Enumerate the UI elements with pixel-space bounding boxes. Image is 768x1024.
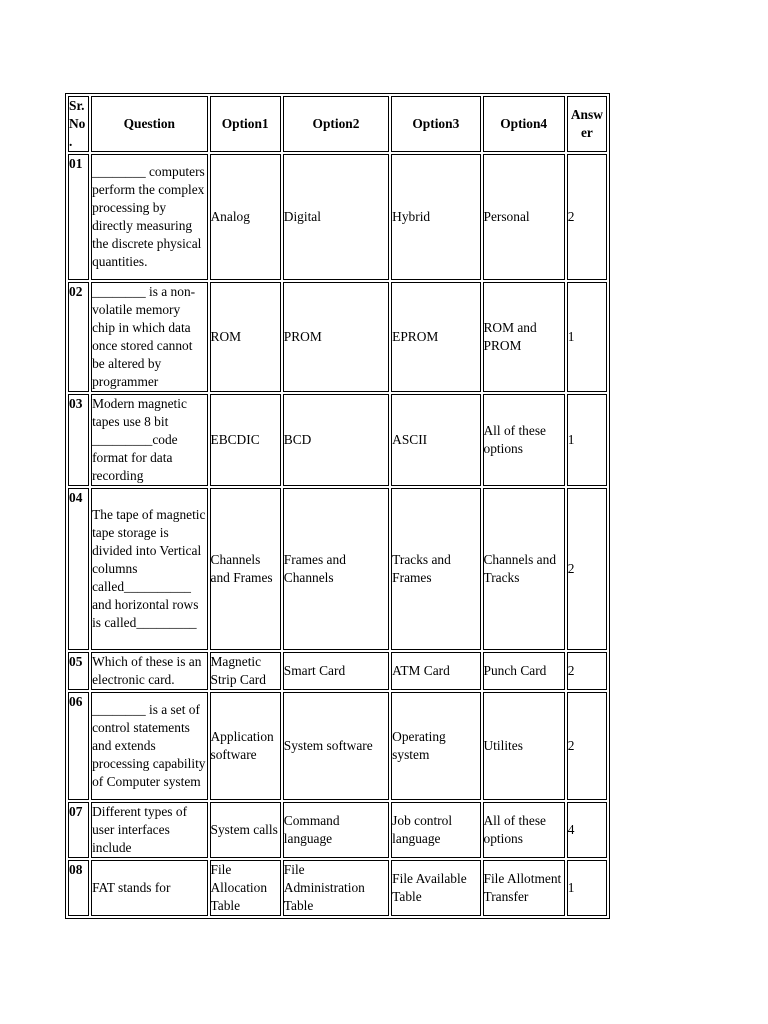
- quiz-table: [65, 93, 610, 919]
- option1-cell: System calls: [210, 802, 281, 858]
- option1-cell: ROM: [210, 282, 281, 392]
- option3-cell: Operating system: [391, 692, 480, 800]
- question-cell: Modern magnetic tapes use 8 bit _________code format for data recording: [91, 394, 207, 486]
- option4-cell: Utilites: [483, 692, 565, 800]
- answer-cell: 1: [567, 394, 607, 486]
- option2-cell: Command language: [283, 802, 389, 858]
- sr-no-cell: 08: [68, 860, 89, 916]
- option3-cell: Job control language: [391, 802, 480, 858]
- answer-cell: 1: [567, 860, 607, 916]
- header-option1: Option1: [210, 96, 281, 152]
- table-row: [68, 488, 607, 650]
- option4-cell: Channels and Tracks: [483, 488, 565, 650]
- answer-cell: 1: [567, 282, 607, 392]
- option2-cell: File Administration Table: [283, 860, 389, 916]
- option2-cell: BCD: [283, 394, 389, 486]
- question-cell: Different types of user interfaces include: [91, 802, 207, 858]
- question-cell: Which of these is an electronic card.: [91, 652, 207, 690]
- option1-cell: Channels and Frames: [210, 488, 281, 650]
- option1-cell: Magnetic Strip Card: [210, 652, 281, 690]
- answer-cell: 2: [567, 692, 607, 800]
- header-option4: Option4: [483, 96, 565, 152]
- option4-cell: ROM and PROM: [483, 282, 565, 392]
- sr-no-cell: 04: [68, 488, 89, 650]
- sr-no-cell: 05: [68, 652, 89, 690]
- table-row: [68, 652, 607, 690]
- option2-cell: Smart Card: [283, 652, 389, 690]
- table-row: [68, 692, 607, 800]
- header-sr-no: Sr. No .: [68, 96, 89, 152]
- option3-cell: ATM Card: [391, 652, 480, 690]
- option3-cell: File Available Table: [391, 860, 480, 916]
- sr-no-cell: 06: [68, 692, 89, 800]
- table-row: [68, 394, 607, 486]
- header-question: Question: [91, 96, 207, 152]
- header-answer: Answ er: [567, 96, 607, 152]
- option1-cell: Application software: [210, 692, 281, 800]
- option3-cell: Hybrid: [391, 154, 480, 280]
- option2-cell: Frames and Channels: [283, 488, 389, 650]
- sr-no-cell: 03: [68, 394, 89, 486]
- option3-cell: EPROM: [391, 282, 480, 392]
- option2-cell: PROM: [283, 282, 389, 392]
- option1-cell: EBCDIC: [210, 394, 281, 486]
- answer-cell: 2: [567, 488, 607, 650]
- answer-cell: 4: [567, 802, 607, 858]
- option4-cell: All of these options: [483, 802, 565, 858]
- sr-no-cell: 01: [68, 154, 89, 280]
- answer-cell: 2: [567, 652, 607, 690]
- option4-cell: All of these options: [483, 394, 565, 486]
- table-row: [68, 154, 607, 280]
- table-row: [68, 802, 607, 858]
- header-option3: Option3: [391, 96, 480, 152]
- option4-cell: Personal: [483, 154, 565, 280]
- option4-cell: Punch Card: [483, 652, 565, 690]
- header-row: [68, 96, 607, 152]
- option2-cell: System software: [283, 692, 389, 800]
- option1-cell: Analog: [210, 154, 281, 280]
- question-cell: FAT stands for: [91, 860, 207, 916]
- table-row: [68, 282, 607, 392]
- question-cell: ________ is a non-volatile memory chip in which data once stored cannot be altered by programmer: [91, 282, 207, 392]
- option4-cell: File Allotment Transfer: [483, 860, 565, 916]
- option3-cell: ASCII: [391, 394, 480, 486]
- sr-no-cell: 02: [68, 282, 89, 392]
- answer-cell: 2: [567, 154, 607, 280]
- option3-cell: Tracks and Frames: [391, 488, 480, 650]
- sr-no-cell: 07: [68, 802, 89, 858]
- header-option2: Option2: [283, 96, 389, 152]
- table-row: [68, 860, 607, 916]
- option2-cell: Digital: [283, 154, 389, 280]
- question-cell: The tape of magnetic tape storage is divided into Vertical columns called__________ and horizontal rows is called_________: [91, 488, 207, 650]
- question-cell: ________ is a set of control statements and extends processing capability of Computer system: [91, 692, 207, 800]
- question-cell: ________ computers perform the complex processing by directly measuring the discrete physical quantities.: [91, 154, 207, 280]
- option1-cell: File Allocation Table: [210, 860, 281, 916]
